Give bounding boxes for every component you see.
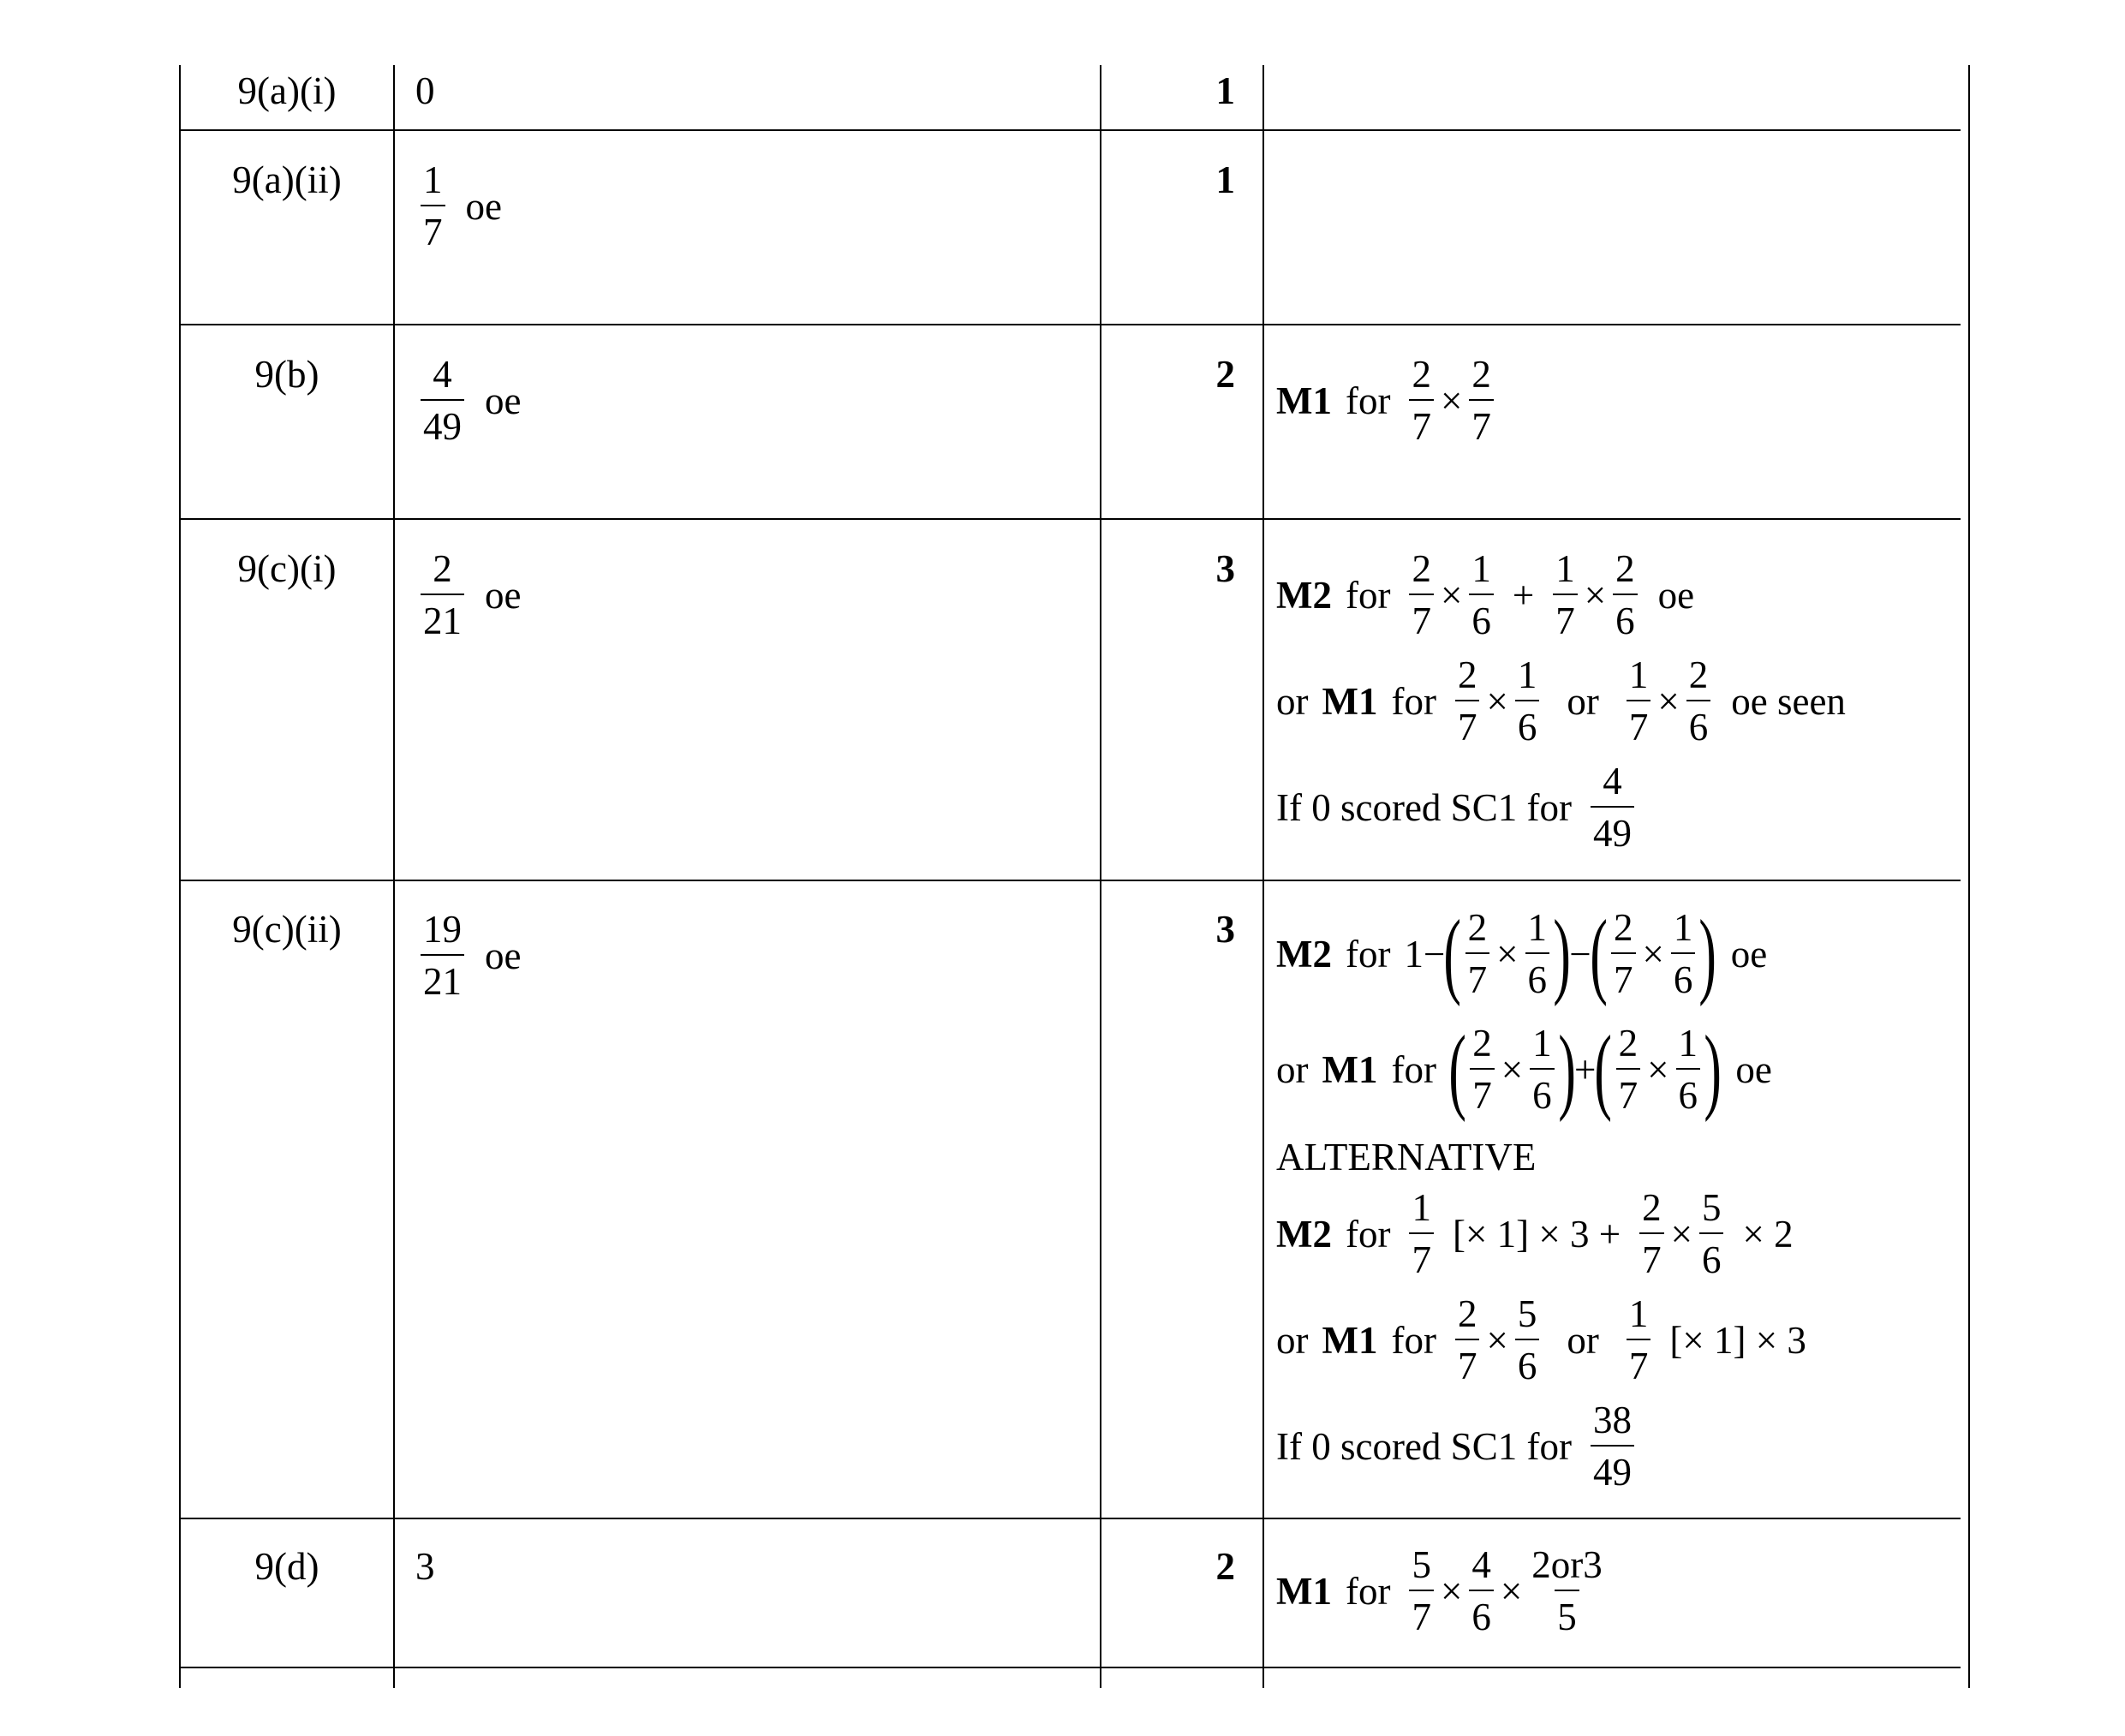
guidance: M1 for $\frac{5}{7}$ × $\frac{4}{6}$ × $\frac{2or3}{5}$ <box>1276 1543 1603 1638</box>
marks: 3 <box>1215 547 1235 590</box>
guidance-line: If 0 scored SC1 for $\frac{4}{49}$ <box>1276 762 1639 853</box>
marks: 2 <box>1215 1545 1235 1588</box>
question-number: 9(a)(i) <box>237 69 337 112</box>
guidance-line: M2 for $\frac{1}{7}$ [× 1] × 3 + $\frac{2}{7}$ × $\frac{5}{6}$ × 2 <box>1276 1186 1794 1281</box>
guidance-line: If 0 scored SC1 for $\frac{38}{49}$ <box>1276 1401 1639 1492</box>
answer-fraction: $\frac{4}{49}$ <box>421 355 464 446</box>
answer: $\frac{1}{7}$ oe <box>415 161 502 252</box>
table-border-right <box>1968 65 1970 1688</box>
question-number: 9(c)(i) <box>237 547 337 590</box>
guidance <box>1276 547 1961 867</box>
guidance-alternative-heading: ALTERNATIVE <box>1276 1135 1537 1178</box>
answer: $\frac{2}{21}$ oe <box>415 550 521 641</box>
question-number: 9(b) <box>254 353 319 396</box>
guidance-line: or M1 for $\frac{2}{7}$ × $\frac{5}{6}$ or $\frac{1}{7}$ [× 1] × 3 <box>1276 1292 1806 1387</box>
row-divider <box>179 1667 1961 1668</box>
guidance-line: or M1 for ( $\frac{2}{7}$ × $\frac{1}{6}$ ) + ( $\frac{2}{7}$ × $\frac{1}{6}$ ) oe <box>1276 1017 1772 1123</box>
answer: $\frac{19}{21}$ oe <box>415 910 521 1001</box>
marks: 1 <box>1215 69 1235 112</box>
guidance: M1 for $\frac{2}{7}$ × $\frac{2}{7}$ <box>1276 355 1499 446</box>
column-divider <box>1262 65 1264 1688</box>
table-border-left <box>179 65 181 1688</box>
row-divider <box>179 129 1961 131</box>
row-divider <box>179 880 1961 881</box>
guidance-line: or M1 for $\frac{2}{7}$ × $\frac{1}{6}$ or $\frac{1}{7}$ × $\frac{2}{6}$ oe seen <box>1276 653 1846 749</box>
row-divider <box>179 1518 1961 1519</box>
answer: $\frac{4}{49}$ oe <box>415 355 521 446</box>
marks: 1 <box>1215 158 1235 201</box>
row-divider <box>179 324 1961 325</box>
question-number: 9(a)(ii) <box>232 158 342 201</box>
guidance-line: M2 for $\frac{2}{7}$ × $\frac{1}{6}$ + $\frac{1}{7}$ × $\frac{2}{6}$ oe <box>1276 547 1695 642</box>
guidance <box>1276 901 1961 1506</box>
question-number: 9(c)(ii) <box>232 908 342 951</box>
column-divider <box>1100 65 1101 1688</box>
marks: 3 <box>1215 908 1235 951</box>
marks: 2 <box>1215 353 1235 396</box>
row-divider <box>179 518 1961 520</box>
guidance-line: M2 for 1− ( $\frac{2}{7}$ × $\frac{1}{6}$ ) − ( $\frac{2}{7}$ × $\frac{1}{6}$ ) oe <box>1276 901 1768 1007</box>
answer: 0 <box>415 69 435 112</box>
question-number: 9(d) <box>254 1545 319 1588</box>
answer: 3 <box>415 1545 435 1588</box>
answer-fraction: $\frac{1}{7}$ <box>421 161 445 252</box>
column-divider <box>393 65 395 1688</box>
